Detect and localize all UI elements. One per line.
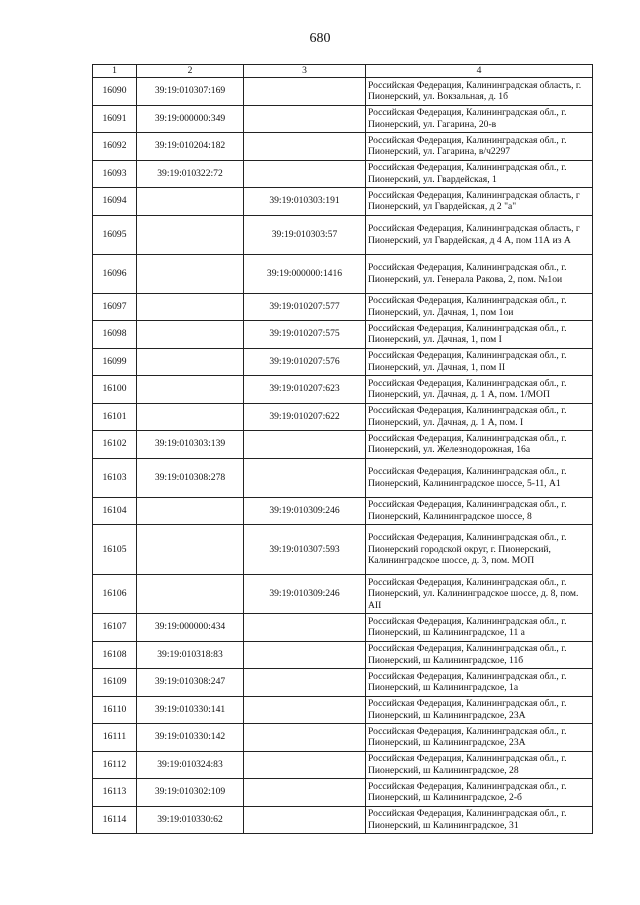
cadastral-number-cell <box>137 575 244 614</box>
address-cell: Российская Федерация, Калининградская обл., г. Пионерский, ул. Дачная, д. 1 А, пом. I <box>366 403 593 431</box>
address-cell: Российская Федерация, Калининградская обл., г. Пионерский, ул. Гвардейская, 1 <box>366 160 593 188</box>
cadastral-number-cell <box>137 525 244 575</box>
address-cell: Российская Федерация, Калининградская обл., г. Пионерский, ул. Дачная, 1, пом I <box>366 321 593 349</box>
address-cell: Российская Федерация, Калининградская обл., г. Пионерский, ш Калининградское, 23А <box>366 724 593 752</box>
record-number-cell: 16098 <box>93 321 137 349</box>
cadastral-number-cell: 39:19:010330:141 <box>137 696 244 724</box>
premises-number-cell <box>244 160 366 188</box>
address-cell: Российская Федерация, Калининградская обл., г. Пионерский, ул. Гагарина, 20-в <box>366 105 593 133</box>
table-row <box>93 348 593 376</box>
address-cell: Российская Федерация, Калининградская обл., г. Пионерский, ул. Железнодорожная, 16а <box>366 431 593 459</box>
cadastral-number-cell: 39:19:010330:142 <box>137 724 244 752</box>
premises-number-cell <box>244 751 366 779</box>
column-header-2: 2 <box>137 65 244 78</box>
address-cell: Российская Федерация, Калининградская обл., г. Пионерский, ул. Генерала Ракова, 2, пом. №1ои <box>366 254 593 293</box>
premises-number-cell: 39:19:010309:246 <box>244 497 366 525</box>
premises-number-cell: 39:19:010207:575 <box>244 321 366 349</box>
cadastral-number-cell: 39:19:010330:62 <box>137 806 244 834</box>
address-cell: Российская Федерация, Калининградская обл., г. Пионерский, ул. Дачная, 1, пом II <box>366 348 593 376</box>
header-row <box>93 65 593 78</box>
premises-number-cell <box>244 724 366 752</box>
record-number-cell: 16094 <box>93 188 137 216</box>
premises-number-cell: 39:19:010207:622 <box>244 403 366 431</box>
column-header-3: 3 <box>244 65 366 78</box>
cadastral-number-cell: 39:19:010303:139 <box>137 431 244 459</box>
table-row <box>93 696 593 724</box>
record-number-cell: 16096 <box>93 254 137 293</box>
address-cell: Российская Федерация, Калининградская обл., г. Пионерский, ул. Дачная, 1, пом 1ои <box>366 293 593 321</box>
premises-number-cell <box>244 78 366 106</box>
record-number-cell: 16100 <box>93 376 137 404</box>
premises-number-cell <box>244 779 366 807</box>
table-header <box>93 65 593 78</box>
record-number-cell: 16114 <box>93 806 137 834</box>
address-cell: Российская Федерация, Калининградская обл., г. Пионерский, ул. Дачная, д. 1 А, пом. 1/МОП <box>366 376 593 404</box>
address-cell: Российская Федерация, Калининградская обл., г. Пионерский городской округ, г. Пионерский, Калининградское шоссе, д. 3, пом. МОП <box>366 525 593 575</box>
record-number-cell: 16109 <box>93 669 137 697</box>
table-row <box>93 641 593 669</box>
premises-number-cell: 39:19:010207:576 <box>244 348 366 376</box>
record-number-cell: 16102 <box>93 431 137 459</box>
premises-number-cell: 39:19:010307:593 <box>244 525 366 575</box>
table-row <box>93 403 593 431</box>
table-row <box>93 575 593 614</box>
cadastral-number-cell <box>137 348 244 376</box>
cadastral-number-cell <box>137 215 244 254</box>
table-row <box>93 458 593 497</box>
record-number-cell: 16101 <box>93 403 137 431</box>
address-cell: Российская Федерация, Калининградская область, г. Пионерский, ул. Вокзальная, д. 1б <box>366 78 593 106</box>
cadastral-number-cell: 39:19:000000:349 <box>137 105 244 133</box>
record-number-cell: 16113 <box>93 779 137 807</box>
premises-number-cell: 39:19:010303:191 <box>244 188 366 216</box>
table-row <box>93 105 593 133</box>
address-cell: Российская Федерация, Калининградская обл., г. Пионерский, ул. Калининградское шоссе, д. 8, пом. АII <box>366 575 593 614</box>
cadastral-number-cell: 39:19:010308:247 <box>137 669 244 697</box>
record-number-cell: 16099 <box>93 348 137 376</box>
cadastral-number-cell <box>137 188 244 216</box>
record-number-cell: 16093 <box>93 160 137 188</box>
table-row <box>93 188 593 216</box>
table-body <box>93 78 593 834</box>
address-cell: Российская Федерация, Калининградская обл., г. Пионерский, ш Калининградское, 31 <box>366 806 593 834</box>
table-row <box>93 78 593 106</box>
table-row <box>93 751 593 779</box>
column-header-1: 1 <box>93 65 137 78</box>
cadastral-number-cell: 39:19:010307:169 <box>137 78 244 106</box>
premises-number-cell <box>244 641 366 669</box>
premises-number-cell: 39:19:000000:1416 <box>244 254 366 293</box>
cadastral-number-cell: 39:19:010308:278 <box>137 458 244 497</box>
premises-number-cell: 39:19:010207:623 <box>244 376 366 404</box>
record-number-cell: 16090 <box>93 78 137 106</box>
cadastral-number-cell: 39:19:010324:83 <box>137 751 244 779</box>
cadastral-number-cell: 39:19:000000:434 <box>137 614 244 642</box>
record-number-cell: 16103 <box>93 458 137 497</box>
table-row <box>93 497 593 525</box>
address-cell: Российская Федерация, Калининградская обл., г. Пионерский, ш Калининградское, 2-б <box>366 779 593 807</box>
record-number-cell: 16107 <box>93 614 137 642</box>
address-cell: Российская Федерация, Калининградская обл., г. Пионерский, ш Калининградское, 23А <box>366 696 593 724</box>
table-row <box>93 431 593 459</box>
cadastral-number-cell <box>137 321 244 349</box>
cadastral-number-cell <box>137 497 244 525</box>
record-number-cell: 16111 <box>93 724 137 752</box>
table-row <box>93 160 593 188</box>
address-cell: Российская Федерация, Калининградская область, г Пионерский, ул Гвардейская, д 4 А, пом 11А из А <box>366 215 593 254</box>
address-cell: Российская Федерация, Калининградская обл., г. Пионерский, ш Калининградское, 11б <box>366 641 593 669</box>
record-number-cell: 16106 <box>93 575 137 614</box>
premises-number-cell: 39:19:010207:577 <box>244 293 366 321</box>
cadastral-number-cell: 39:19:010322:72 <box>137 160 244 188</box>
cadastral-number-cell: 39:19:010204:182 <box>137 133 244 161</box>
cadastral-number-cell <box>137 376 244 404</box>
cadastral-number-cell <box>137 293 244 321</box>
address-cell: Российская Федерация, Калининградская обл., г. Пионерский, Калининградское шоссе, 8 <box>366 497 593 525</box>
table-row <box>93 724 593 752</box>
record-number-cell: 16095 <box>93 215 137 254</box>
table-row <box>93 779 593 807</box>
page-number: 680 <box>309 31 331 46</box>
address-cell: Российская Федерация, Калининградская обл., г. Пионерский, ш Калининградское, 1а <box>366 669 593 697</box>
premises-number-cell <box>244 614 366 642</box>
record-number-cell: 16104 <box>93 497 137 525</box>
address-cell: Российская Федерация, Калининградская обл., г. Пионерский, ш Калининградское, 28 <box>366 751 593 779</box>
table-row <box>93 293 593 321</box>
premises-number-cell: 39:19:010309:246 <box>244 575 366 614</box>
table-row <box>93 669 593 697</box>
premises-number-cell <box>244 696 366 724</box>
address-cell: Российская Федерация, Калининградская обл., г. Пионерский, ул. Гагарина, в/ч2297 <box>366 133 593 161</box>
premises-number-cell <box>244 669 366 697</box>
record-number-cell: 16092 <box>93 133 137 161</box>
record-number-cell: 16112 <box>93 751 137 779</box>
table-row <box>93 254 593 293</box>
address-cell: Российская Федерация, Калининградская обл., г. Пионерский, Калининградское шоссе, 5-11, А1 <box>366 458 593 497</box>
column-header-4: 4 <box>366 65 593 78</box>
table-row <box>93 133 593 161</box>
cadastral-number-cell: 39:19:010302:109 <box>137 779 244 807</box>
address-cell: Российская Федерация, Калининградская область, г Пионерский, ул Гвардейская, д 2 "а" <box>366 188 593 216</box>
record-number-cell: 16091 <box>93 105 137 133</box>
premises-number-cell <box>244 806 366 834</box>
cadastral-number-cell <box>137 254 244 293</box>
premises-number-cell <box>244 133 366 161</box>
premises-number-cell <box>244 431 366 459</box>
record-number-cell: 16105 <box>93 525 137 575</box>
registry-table <box>92 64 593 834</box>
premises-number-cell <box>244 105 366 133</box>
table-row <box>93 806 593 834</box>
cadastral-number-cell <box>137 403 244 431</box>
table-row <box>93 525 593 575</box>
premises-number-cell: 39:19:010303:57 <box>244 215 366 254</box>
premises-number-cell <box>244 458 366 497</box>
record-number-cell: 16097 <box>93 293 137 321</box>
record-number-cell: 16110 <box>93 696 137 724</box>
table-row <box>93 614 593 642</box>
address-cell: Российская Федерация, Калининградская обл., г. Пионерский, ш Калининградское, 11 а <box>366 614 593 642</box>
table-row <box>93 376 593 404</box>
cadastral-number-cell: 39:19:010318:83 <box>137 641 244 669</box>
table-row <box>93 215 593 254</box>
table-row <box>93 321 593 349</box>
record-number-cell: 16108 <box>93 641 137 669</box>
